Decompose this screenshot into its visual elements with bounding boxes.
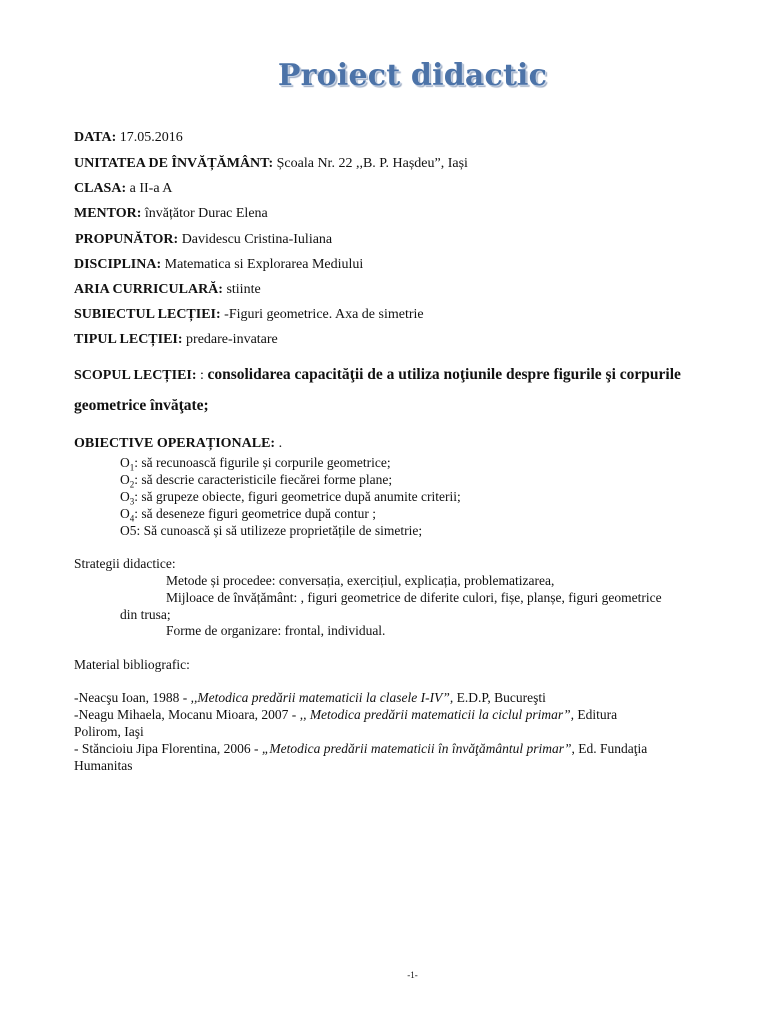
bib-suffix: E.D.P, Bucureşti (453, 690, 546, 705)
scope-label: SCOPUL LECȚIEI: (74, 368, 197, 383)
scope-text-1: consolidarea capacităţii de a utiliza noţiunile despre figurile şi corpurile (207, 366, 681, 383)
field-tipul-label: TIPUL LECȚIEI: (74, 332, 183, 347)
document-title: Proiect didactic (277, 58, 548, 93)
strategies-heading: Strategii didactice: (74, 556, 176, 571)
field-clasa-value: a II-a A (126, 181, 173, 196)
field-data-value: 17.05.2016 (116, 130, 183, 145)
objective-sub: 1 (129, 462, 135, 473)
field-propunator-label: PROPUNĂTOR: (75, 232, 179, 247)
objective-code: O (120, 455, 130, 470)
scope-colon: : (196, 368, 208, 383)
bib-title: ,, Metodica predării matematicii la ciclul primar”, (299, 707, 575, 722)
bibliography-entry (74, 741, 647, 757)
strategies-metode: Metode și procedee: conversația, exercițiul, explicația, problematizarea, (166, 573, 555, 588)
objective-text: : să recunoască figurile și corpurile geometrice; (134, 455, 391, 470)
field-tipul (74, 331, 278, 349)
objective-code: O (120, 472, 130, 487)
bib-suffix: Editura (574, 707, 618, 722)
scope-line-1 (74, 366, 768, 384)
objectives-label-suffix: . (275, 436, 283, 451)
field-unitate (74, 155, 468, 173)
objective-code: O (120, 506, 130, 521)
objective-code: O5 (120, 523, 137, 538)
bib-prefix: -Neacşu Ioan, 1988 - (74, 690, 191, 705)
field-subiect-label: SUBIECTUL LECȚIEI: (74, 307, 221, 322)
field-mentor (74, 205, 268, 223)
field-clasa-label: CLASA: (74, 181, 127, 196)
field-unitate-value: Școala Nr. 22 ,,B. P. Hașdeu”, Iași (273, 156, 468, 171)
strategies-mijloace-2: din trusa; (120, 607, 171, 622)
field-data (74, 129, 183, 147)
strategies-forme: Forme de organizare: frontal, individual. (166, 623, 386, 638)
field-propunator (75, 231, 332, 249)
objective-sub: 3 (129, 496, 135, 507)
scope-line-2 (74, 397, 768, 415)
scope-text-2: geometrice învăţate; (74, 397, 209, 414)
bib-prefix: - Stăncioiu Jipa Florentina, 2006 - (74, 741, 262, 756)
objectives-label: OBIECTIVE OPERAȚIONALE: (74, 436, 276, 451)
bib-title: „Metodica predării matematicii în învăţământul primar” (261, 741, 572, 756)
objective-code: O (120, 489, 130, 504)
field-aria (74, 281, 261, 299)
bibliography-entry-cont: Polirom, Iaşi (74, 724, 144, 739)
bibliography-entry-cont: Humanitas (74, 758, 133, 773)
field-clasa (74, 180, 172, 198)
field-mentor-label: MENTOR: (74, 206, 142, 221)
objective-sub: 2 (129, 479, 135, 490)
bib-suffix: , Ed. Fundaţia (571, 741, 648, 756)
objective-text: : să grupeze obiecte, figuri geometrice după anumite criterii; (134, 489, 461, 504)
field-aria-value: stiinte (222, 282, 261, 297)
field-propunator-value: Davidescu Cristina-Iuliana (178, 232, 333, 247)
strategies-mijloace-1: Mijloace de învățământ: , figuri geometrice de diferite culori, fișe, planșe, figuri geometrice (166, 590, 662, 605)
page-number: -1- (407, 970, 418, 980)
field-subiect (74, 306, 424, 324)
bib-prefix: -Neagu Mihaela, Mocanu Mioara, 2007 - (74, 707, 300, 722)
objective-text: : Să cunoască și să utilizeze proprietățile de simetrie; (136, 523, 423, 538)
objective-item (120, 522, 422, 545)
bib-title: ,,Metodica predării matematicii la clasele I-IV”, (190, 690, 454, 705)
field-disciplina-value: Matematica si Explorarea Mediului (161, 257, 364, 272)
field-mentor-value: învățător Durac Elena (141, 206, 268, 221)
bibliography-heading: Material bibliografic: (74, 657, 190, 672)
field-disciplina-label: DISCIPLINA: (74, 257, 162, 272)
field-subiect-value: -Figuri geometrice. Axa de simetrie (220, 307, 424, 322)
field-disciplina (74, 256, 363, 274)
objective-text: : să descrie caracteristicile fiecărei forme plane; (134, 472, 393, 487)
field-tipul-value: predare-invatare (182, 332, 278, 347)
field-unitate-label: UNITATEA DE ÎNVĂȚĂMÂNT: (74, 156, 274, 171)
objective-text: : să deseneze figuri geometrice după contur ; (134, 506, 377, 521)
objective-sub: 4 (129, 513, 135, 524)
bibliography-entry (74, 707, 617, 723)
bibliography-entry (74, 690, 546, 706)
field-aria-label: ARIA CURRICULARĂ: (74, 282, 223, 297)
objectives-heading (74, 435, 282, 453)
field-data-label: DATA: (74, 130, 117, 145)
